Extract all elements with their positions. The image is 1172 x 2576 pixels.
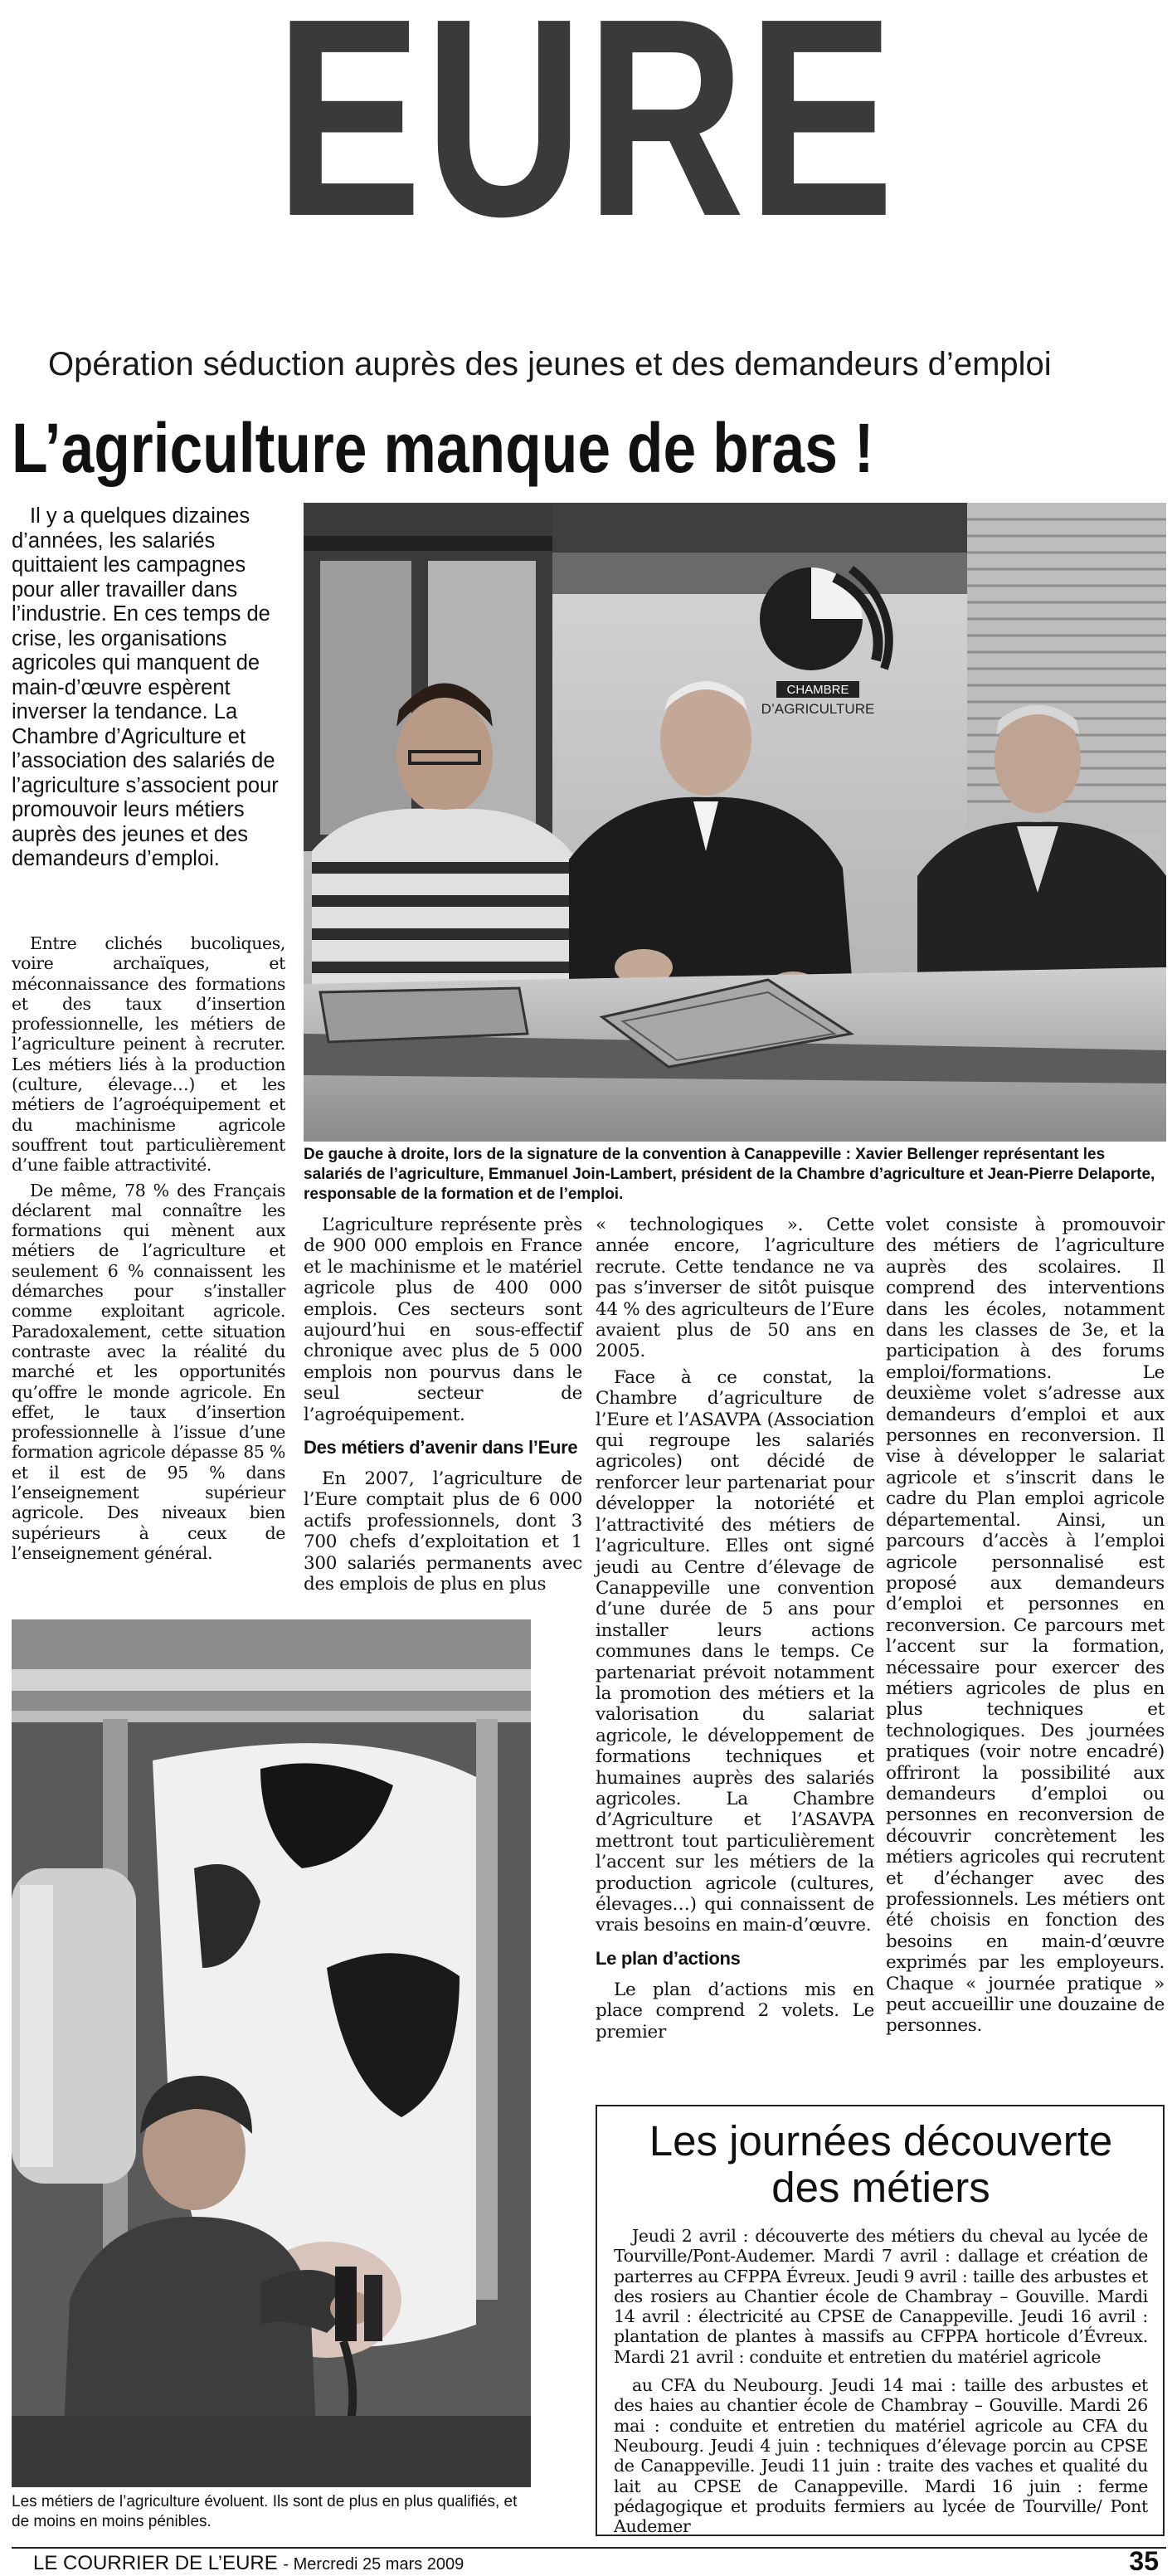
column-3-paragraph-3: Le plan d’actions mis en place comprend 2 volets. Le premier (596, 1979, 874, 2043)
column-3-paragraph-1: « technologiques ». Cette année encore, l’agriculture recrute. Cette tendance ne va pas s’inverser de sitôt puisque 44 % des agriculteurs de l’Eure avaient plus de 50 ans en 2005. (596, 1215, 874, 1362)
discovery-days-title-line-2: des métiers (771, 2164, 990, 2211)
logo-sign-line-2: D’AGRICULTURE (761, 701, 875, 717)
column-2 (304, 1215, 582, 1600)
section-heading-plan-actions: Le plan d’actions (596, 1947, 741, 1969)
kicker: Opération séduction auprès des jeunes et des demandeurs d’emploi (48, 346, 1052, 382)
column-1-paragraph-1: Entre clichés bucoliques, voire archaïques, et méconnaissance des formations et des taux d’insertion professionnelle, les métiers de l’agriculture peinent à recruter. Les métiers liés à la production (culture, élevage…) et les métiers de l’agroéquipement et du machinisme agricole souffrent tout particulièrement d’une faible attractivité. (12, 933, 285, 1176)
column-3-paragraph-2: Face à ce constat, la Chambre d’agriculture de l’Eure et l’ASAVPA (Association qui regroupe les salariés agricoles) ont décidé de renforcer leur partenariat pour développer la notoriété et l’attractivité des métiers de l’agriculture. Elles ont signé jeudi au Centre d’élevage de Canappeville une convention d’une durée de 5 ans pour installer leurs actions communes dans le temps. Ce partenariat prévoit notamment la promotion des métiers et la valorisation du salariat agricole, le développement de formations techniques et humaines auprès des salariés agricoles. La Chambre d’Agriculture et l’ASAVPA mettront tout particulièrement l’accent sur les métiers de la production agricole (cultures, élevages…) qui connaissent de vrais besoins en main-d’œuvre. (596, 1366, 874, 1936)
headline: L’agriculture manque de bras ! (12, 409, 874, 487)
publication-name: LE COURRIER DE L’EURE (33, 2552, 278, 2574)
lead-column (12, 504, 285, 872)
signing-photo-caption: De gauche à droite, lors de la signature de la convention à Canappeville : Xavier Bellenger représentant les salariés de l’agriculture, Emmanuel Join-Lambert, président de la Chambre d’agriculture et Jean-Pierre Delaporte, responsable de la formation et de l’emploi. (304, 1146, 1155, 1203)
signing-photo (304, 503, 1166, 1142)
discovery-days-box (596, 2105, 1165, 2536)
publication-date: - Mercredi 25 mars 2009 (283, 2555, 464, 2574)
column-3 (596, 1215, 874, 2048)
column-2-paragraph-1: L’agriculture représente près de 900 000 emplois en France et le machinisme et le matériel agricole plus de 400 000 emplois. Ces secteurs sont aujourd’hui en sous-effectif chronique avec plus de 5 000 emplois non pourvus dans le seul secteur de l’agroéquipement. (304, 1215, 582, 1425)
signing-photo-illustration (304, 503, 1166, 1142)
column-4 (886, 1215, 1165, 2042)
discovery-days-schedule-2: au CFA du Neubourg. Jeudi 14 mai : taille des arbustes et des haies au chantier école de Chambray – Gouville. Mardi 26 mai : conduite et entretien du matériel agricole au CFA du Neubourg. Jeudi 4 juin : techniques d’élevage porcin au CPSE de Canappeville. Jeudi 11 juin : traite des vaches et qualité du lait au CPSE de Canappeville. Mardi 16 juin : ferme pédagogique et produits fermiers au lycée de Tourville/ Pont Audemer (614, 2375, 1148, 2537)
lead-paragraph: Il y a quelques dizaines d’années, les salariés quittaient les campagnes pour aller travailler dans l’industrie. En ces temps de crise, les organisations agricoles qui manquent de main-d’œuvre espèrent inverser la tendance. La Chambre d’Agriculture et l’association des salariés de l’agriculture s’associent pour promouvoir leurs métiers auprès des jeunes et des demandeurs d’emploi. (12, 504, 279, 870)
milking-photo-caption: Les métiers de l’agriculture évoluent. Ils sont de plus en plus qualifiés, et de moins en moins pénibles. (12, 2493, 518, 2530)
footer-rule (12, 2547, 1166, 2549)
page-number: 35 (1129, 2546, 1159, 2576)
publication-date-text: Mercredi 25 mars 2009 (293, 2555, 464, 2574)
masthead: EURE (275, 0, 897, 275)
column-2-paragraph-2: En 2007, l’agriculture de l’Eure comptait plus de 6 000 actifs professionnels, dont 3 700 chefs d’exploitation et 1 300 salariés permanents avec des emplois de plus en plus (304, 1468, 582, 1595)
milking-photo (12, 1619, 531, 2487)
footer-publication-line (33, 2552, 464, 2576)
discovery-days-schedule-1: Jeudi 2 avril : découverte des métiers du cheval au lycée de Tourville/Pont-Audemer. Mardi 7 avril : dallage et création de parterres au CFPPA Évreux. Jeudi 9 avril : taille des arbustes et des rosiers au Chantier école de Chambray – Gouville. Mardi 14 avril : électricité au CPSE de Canappeville. Jeudi 16 avril : plantation de plantes à massifs au CFPPA horticole d’Évreux. Mardi 21 avril : conduite et entretien du matériel agricole (614, 2226, 1148, 2367)
section-heading-metiers-avenir: Des métiers d’avenir dans l’Eure (304, 1437, 578, 1458)
discovery-days-title-line-1: Les journées découverte (649, 2117, 1113, 2165)
discovery-days-title (614, 2118, 1148, 2211)
logo-sign-line-1: CHAMBRE (786, 683, 849, 697)
column-4-paragraph: volet consiste à promouvoir des métiers de l’agriculture auprès des scolaires. Il comprend des interventions dans les écoles, notamment dans les classes de 3e, et la participation à des forums emploi/formations. Le deuxième volet s’adresse aux demandeurs d’emploi et aux personnes en reconversion. Il vise à développer le salariat agricole et s’inscrit dans le cadre du Plan emploi agricole départemental. Ainsi, un parcours d’accès à l’emploi agricole personnalisé est proposé aux demandeurs d’emploi et personnes en reconversion. Ce parcours met l’accent sur la formation, nécessaire pour exercer des métiers agricoles de plus en plus techniques et technologiques. Des journées pratiques (voir notre encadré) offriront la possibilité aux demandeurs d’emploi ou personnes en reconversion de découvrir concrètement les métiers agricoles qui recrutent et d’échanger avec des professionnels. Les métiers ont été choisis en fonction des besoins en main-d’œuvre exprimés par les employeurs. Chaque « journée pratique » peut accueillir une douzaine de personnes. (886, 1215, 1165, 2037)
column-1 (12, 933, 285, 1568)
column-1-paragraph-2: De même, 78 % des Français déclarent mal connaître les formations qui mènent aux métiers de l’agriculture et seulement 6 % connaissent les démarches pour s’installer comme exploitant agricole. Paradoxalement, cette situation contraste avec la réalité du marché et les opportunités qu’offre le monde agricole. En effet, le taux d’insertion professionnelle à l’issue d’une formation agricole dépasse 85 % et il est de 95 % dans l’enseignement supérieur agricole. Des niveaux bien supérieurs à ceux de l’enseignement général. (12, 1180, 285, 1563)
milking-photo-illustration (12, 1619, 531, 2487)
